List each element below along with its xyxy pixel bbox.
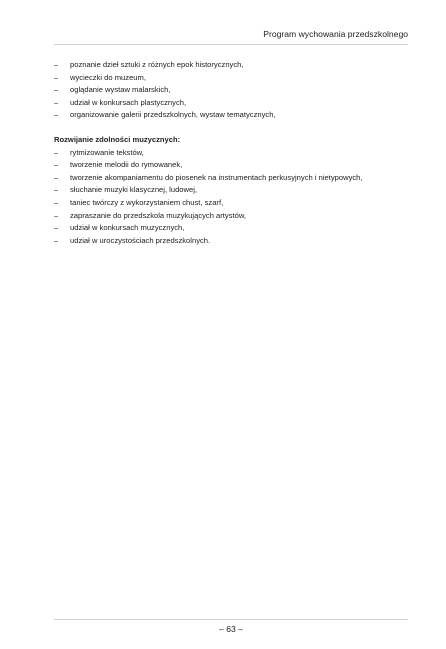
- list-item-text: wycieczki do muzeum,: [70, 72, 146, 82]
- list-item: [54, 184, 414, 197]
- header-divider: [54, 44, 408, 45]
- list-dash: –: [54, 72, 59, 82]
- music-activities-list: [54, 147, 414, 248]
- list-dash: –: [54, 97, 59, 107]
- list-item-text: oglądanie wystaw malarskich,: [70, 85, 171, 95]
- list-item: [54, 59, 414, 72]
- art-activities-list: [54, 59, 414, 122]
- list-item: [54, 109, 414, 122]
- list-item-text: tworzenie melodii do rymowanek,: [70, 160, 183, 170]
- list-dash: –: [54, 197, 59, 207]
- list-item: [54, 147, 414, 160]
- list-item: [54, 197, 414, 210]
- list-item: [54, 159, 414, 172]
- list-item-text: tworzenie akompaniamentu do piosenek na instrumentach perkusyjnych i nietypowych,: [70, 172, 363, 182]
- list-item: [54, 97, 414, 110]
- list-item: [54, 172, 414, 185]
- list-dash: –: [54, 223, 59, 233]
- list-dash: –: [54, 185, 59, 195]
- list-dash: –: [54, 235, 59, 245]
- list-item-text: udział w konkursach muzycznych,: [70, 223, 185, 233]
- list-item: [54, 72, 414, 85]
- list-item-text: rytmizowanie tekstów,: [70, 147, 144, 157]
- page-body: [54, 59, 414, 247]
- page-number: – 63 –: [219, 624, 243, 634]
- list-dash: –: [54, 60, 59, 69]
- list-item-text: taniec twórczy z wykorzystaniem chust, szarf,: [70, 197, 224, 207]
- list-item-text: organizowanie galerii przedszkolnych, wystaw tematycznych,: [70, 110, 276, 120]
- running-header-title: Program wychowania przedszkolnego: [263, 29, 408, 39]
- list-item-text: udział w uroczystościach przedszkolnych.: [70, 235, 211, 245]
- list-dash: –: [54, 172, 59, 182]
- list-dash: –: [54, 110, 59, 120]
- list-item: [54, 210, 414, 223]
- list-item-text: poznanie dzieł sztuki z różnych epok historycznych,: [70, 60, 244, 69]
- list-item-text: udział w konkursach plastycznych,: [70, 97, 187, 107]
- list-dash: –: [54, 147, 59, 157]
- list-item-text: zapraszanie do przedszkola muzykujących artystów,: [70, 210, 247, 220]
- list-dash: –: [54, 210, 59, 220]
- list-item-text: słuchanie muzyki klasycznej, ludowej,: [70, 185, 198, 195]
- footer-divider: [54, 619, 408, 620]
- list-item: [54, 84, 414, 97]
- list-dash: –: [54, 160, 59, 170]
- section-heading-music: Rozwijanie zdolności muzycznych:: [54, 134, 181, 144]
- list-dash: –: [54, 85, 59, 95]
- list-item: [54, 222, 414, 235]
- list-item: [54, 235, 414, 248]
